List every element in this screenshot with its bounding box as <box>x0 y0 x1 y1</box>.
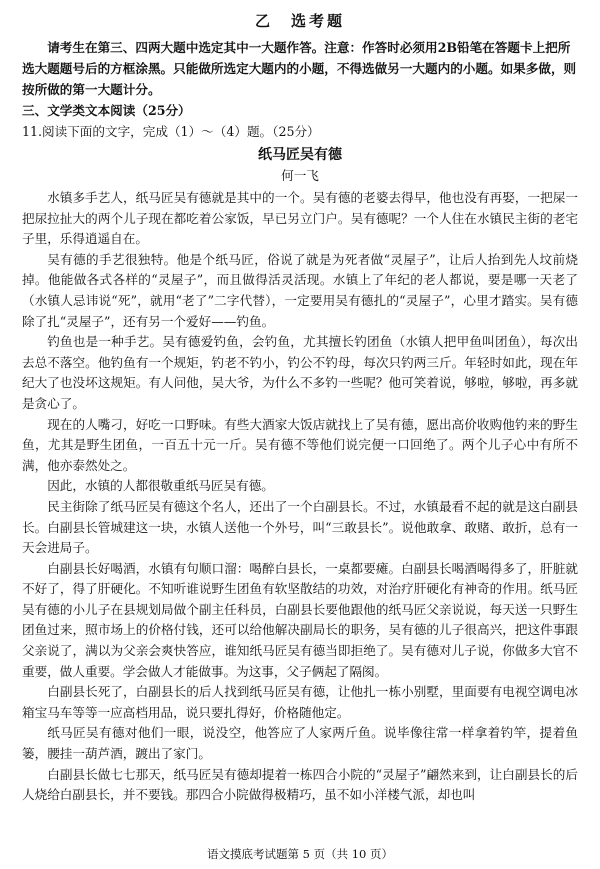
article-paragraph: 纸马匠吴有德对他们一眼，说没空，他答应了人家两斤鱼。说毕像往常一样拿着钓竿，提着鱼篓，腰挂一葫芦酒，踱出了家门。 <box>22 725 578 762</box>
section-title: 乙 选考题 <box>254 12 345 30</box>
article-paragraph: 白副县长死了，白副县长的后人找到纸马匠吴有德，让他扎一栋小别墅，里面要有电视空调电冰箱宝马车等等一应高档用品，说只要扎得好，价格随他定。 <box>22 684 578 720</box>
article-paragraph: 钓鱼也是一种手艺。吴有德爱钓鱼，会钓鱼，尤其擅长钓团鱼（水镇人把甲鱼叫团鱼），每次出去总不落空。他钓鱼有一个规矩，钓老不钓小，钓公不钓母，每次只钓两三斤。年轻时如此，现在年纪大了也没坏这规矩。有人问他，吴大爷，为什么不多钓一些呢？他可笑着说，够啦，够啦，再多就是贪心了。 <box>22 334 578 411</box>
article-paragraph: 民主街除了纸马匠吴有德这个名人，还出了一个白副县长。不过，水镇最看不起的就是这白副县长。白副县长管城建这一块，水镇人送他一个外号，叫“三敢县长”。说他敢拿、敢赌、敢折，总有一天会进局子。 <box>22 498 578 556</box>
article-paragraph: 吴有德的手艺很独特。他是个纸马匠，俗说了就是为死者做“灵屋子”，让后人抬到先人坟前烧掉。他能做各式各样的“灵屋子”，而且做得活灵活现。水镇上了年纪的老人都说，要是哪一天老了（水镇人忌讳说“死”，就用“老了”二字代替），一定要用吴有德扎的“灵屋子”，心里才踏实。吴有德除了扎“灵屋子”，还有另一个爱好——钓鱼。 <box>22 251 578 329</box>
page-footer: 语文摸底考试题第 5 页（共 10 页） <box>206 847 394 861</box>
question-prompt: 11.阅读下面的文字，完成（1）～（4）题。（25分） <box>22 124 320 139</box>
article-paragraph: 因此，水镇的人都很敬重纸马匠吴有德。 <box>47 478 274 494</box>
article-title: 纸马匠吴有德 <box>258 147 342 163</box>
article-paragraph: 现在的人嘴刁，好吃一口野味。有些大酒家大饭店就找上了吴有德，愿出高价收购他钓来的野生鱼，尤其是野生团鱼，一百五十元一斤。吴有德不等他们说完便一口回绝了。两个儿子心中有所不满，他亦泰然处之。 <box>22 416 578 473</box>
article-author: 何一飞 <box>281 168 319 183</box>
instructions: 请考生在第三、四两大题中选定其中一大题作答。注意：作答时必须用2B铅笔在答题卡上把所选大题题号后的方框涂黑。只能做所选定大题内的小题，不得选做另一大题内的小题。如果多做，则按所做的第一大题计分。 <box>22 40 577 97</box>
article-body <box>22 188 578 806</box>
article-paragraph: 白副县长好喝酒，水镇有句顺口溜：喝醉白县长，一桌都要瘫。白副县长喝酒喝得多了，肝脏就不好了，得了肝硬化。不知听谁说野生团鱼有软坚散结的功效，对治疗肝硬化有神奇的作用。纸马匠吴有德的小儿子在县规划局做个副主任科员，白副县长要他跟他的纸马匠父亲说说，每天送一只野生团鱼过来，照市场上的价格付钱，还可以给他解决副局长的职务，吴有德的儿子很高兴，把这件事跟父亲说了，满以为父亲会爽快答应，谁知纸马匠吴有德当即拒绝了。吴有德对儿子说，你做多大官不重要，做人重要。学会做人才能做事。为这事，父子俩起了隔阂。 <box>22 560 578 679</box>
article-paragraph: 白副县长做七七那天，纸马匠吴有德却提着一栋四合小院的“灵屋子”翩然来到，让白副县长的后人烧给白副县长，并不要钱。那四合小院做得极精巧，虽不如小洋楼气派，却也叫 <box>22 766 578 803</box>
part-heading: 三、文学类文本阅读（25分） <box>22 103 191 118</box>
article-paragraph: 水镇多手艺人，纸马匠吴有德就是其中的一个。吴有德的老婆去得早，他也没有再娶，一把屎一把尿拉扯大的两个儿子现在都吃着公家饭，早已另立门户。吴有德呢？一个人住在水镇民主街的老宅子里，乐得逍遥自在。 <box>22 190 578 247</box>
